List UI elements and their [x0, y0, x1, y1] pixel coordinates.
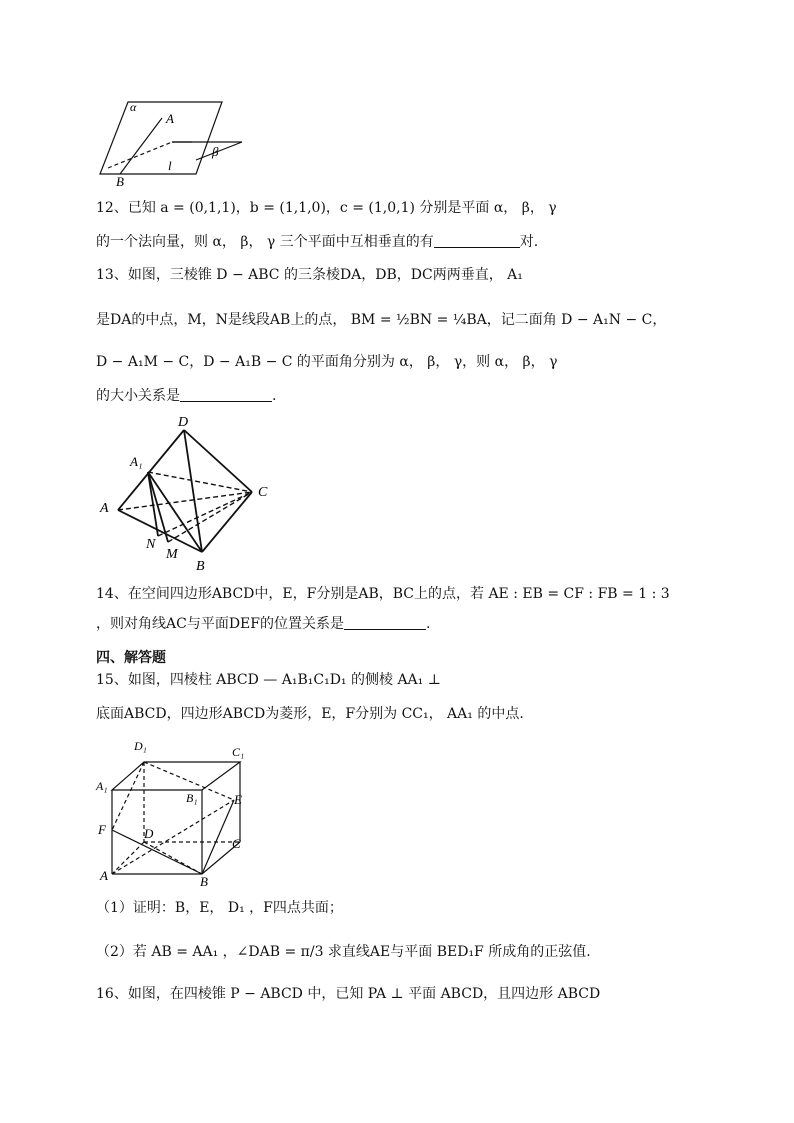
- label-N: N: [146, 537, 156, 552]
- label-D: D: [178, 415, 189, 430]
- plane-alpha: [100, 102, 222, 174]
- q12-line2-tail: 对.: [519, 234, 539, 250]
- label-A: A: [100, 501, 109, 516]
- label-alpha: α: [130, 100, 137, 114]
- label-l: l: [168, 158, 172, 173]
- q14-line2-tail: .: [425, 616, 431, 632]
- q15-line2: 底面ABCD，四边形ABCD为菱形，E，F分别为 CC₁， AA₁ 的中点.: [96, 706, 524, 722]
- answer-blank: [434, 233, 520, 248]
- label-C: C: [258, 485, 268, 500]
- label-D1: D₁: [134, 739, 147, 753]
- q14-line2: [96, 614, 430, 634]
- label-A1: A₁: [96, 779, 108, 793]
- answer-blank: [344, 615, 426, 630]
- q13-line2: 是DA的中点，M，N是线段AB上的点， BM = ½BN = ¼BA，记二面角 D − A₁N − C，: [96, 312, 667, 328]
- pyramid-figure: [96, 414, 286, 574]
- section-heading: 四、解答题: [96, 650, 166, 666]
- label-B: B: [196, 559, 205, 574]
- label-C: C: [232, 836, 241, 851]
- label-C1: C₁: [232, 745, 245, 759]
- label-A: A: [166, 111, 174, 126]
- answer-blank: [180, 387, 272, 402]
- q14-line2-text: ，则对角线AC与平面DEF的位置关系是: [96, 616, 344, 632]
- label-A1: A₁: [130, 454, 143, 469]
- q12-line2-text: 的一个法向量，则 α， β， γ 三个平面中互相垂直的有: [96, 234, 434, 250]
- plane-beta-edge: [196, 142, 242, 160]
- label-E: E: [234, 792, 242, 807]
- prism-figure: [94, 736, 264, 888]
- label-A: A: [100, 868, 108, 883]
- label-M: M: [166, 547, 178, 562]
- planes-figure: [92, 96, 252, 190]
- label-beta: β: [212, 144, 219, 159]
- q13-line3: D − A₁M − C，D − A₁B − C 的平面角分别为 α， β， γ，则 α， β， γ: [96, 354, 558, 370]
- q13-line4-tail: .: [272, 388, 277, 404]
- q13-line4: [96, 386, 276, 406]
- q13-line4-text: 的大小关系是: [96, 388, 180, 404]
- q15-part1: （1）证明：B，E， D₁ ，F四点共面；: [96, 900, 343, 916]
- q15-line1: 15、如图，四棱柱 ABCD — A₁B₁C₁D₁ 的侧棱 AA₁ ⊥: [96, 672, 441, 688]
- q12-line2: [96, 232, 538, 252]
- q12-line1: 12、已知 a = (0,1,1)，b = (1,1,0)，c = (1,0,1) 分别是平面 α， β， γ: [96, 200, 557, 216]
- q16-line1: 16、如图，在四棱锥 P − ABCD 中，已知 PA ⊥ 平面 ABCD，且四边形 ABCD: [96, 986, 601, 1002]
- label-B: B: [116, 174, 124, 189]
- label-F: F: [98, 822, 106, 837]
- label-D: D: [144, 826, 154, 841]
- q15-part2: （2）若 AB = AA₁ ，∠DAB = π/3 求直线AE与平面 BED₁F 所成角的正弦值.: [96, 944, 591, 960]
- hidden-line-l: [108, 142, 172, 168]
- q13-line1: 13、如图，三棱锥 D − ABC 的三条棱DA，DB，DC两两垂直， A₁: [96, 267, 523, 283]
- label-B: B: [200, 874, 208, 888]
- q14-line1: 14、在空间四边形ABCD中，E，F分别是AB，BC上的点，若 AE : EB = CF : FB = 1 : 3: [96, 586, 670, 602]
- label-B1: B₁: [186, 791, 198, 805]
